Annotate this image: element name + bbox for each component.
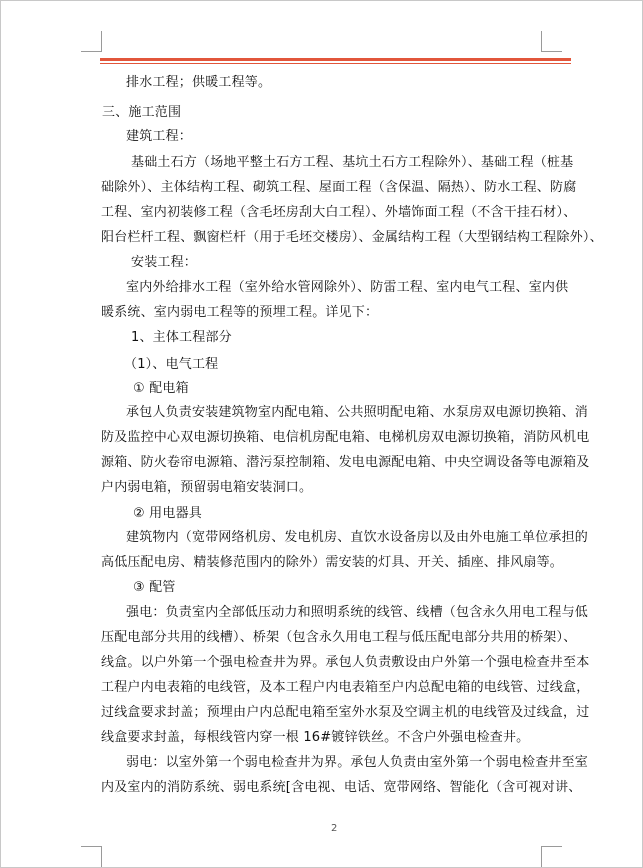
text-line: 阳台栏杆工程、飘窗栏杆（用于毛坯交楼房）、金属结构工程（大型钢结构工程除外）、 [101,230,603,245]
text-line: 强电：负责室内全部低压动力和照明系统的线管、线槽（包含永久用电工程与低 [126,605,589,620]
item-heading: ② 用电器具 [133,506,202,521]
text-line: 线盒要求封盖，每根线管内穿一根 16#镀锌铁丝。不含户外强电检查井。 [101,730,530,745]
header-rule-thin [100,63,571,64]
section-heading: 三、施工范围 [102,105,182,120]
text-line: 过线盒要求封盖；预埋由户内总配电箱至室外水泵及空调主机的电线管及过线盒，过 [101,705,590,720]
crop-mark-top-left [81,31,102,52]
text-line: 建筑物内（宽带网络机房、发电机房、直饮水设备房以及由外电施工单位承担的 [126,530,589,545]
header-rule [100,58,571,61]
subheading: （1）、电气工程 [124,357,219,372]
text-line: 暖系统、室内弱电工程等的预埋工程。详见下： [101,305,379,320]
item-heading: ① 配电箱 [133,381,189,396]
subheading: 1、主体工程部分 [131,330,232,345]
text-line: 源箱、防火卷帘电源箱、潜污泵控制箱、发电电源配电箱、中央空调设备等电源箱及 [101,455,590,470]
crop-mark-bottom-left [81,846,102,867]
text-line: 弱电：以室外第一个弱电检查井为界。承包人负责由室外第一个弱电检查井至室 [126,755,589,770]
page-number: 2 [331,823,338,834]
subheading: 建筑工程： [126,129,193,144]
text-line: 防及监控中心双电源切换箱、电信机房配电箱、电梯机房双电源切换箱，消防风机电 [101,430,590,445]
crop-mark-bottom-right [541,846,562,867]
crop-mark-top-right [541,31,562,52]
text-line: 排水工程；供暖工程等。 [126,75,272,90]
text-line: 工程、室内初装修工程（含毛坯房刮大白工程）、外墙饰面工程（不含干挂石材）、 [101,205,577,220]
subheading: 安装工程： [131,255,198,270]
text-line: 基础土石方（场地平整土石方工程、基坑土石方工程除外）、基础工程（桩基 [131,155,574,170]
text-line: 承包人负责安装建筑物室内配电箱、公共照明配电箱、水泵房双电源切换箱、消 [126,405,589,420]
text-line: 础除外）、主体结构工程、砌筑工程、屋面工程（含保温、隔热）、防水工程、防腐 [101,180,577,195]
item-heading: ③ 配管 [133,580,176,595]
text-line: 工程户内电表箱的电线管，及本工程户内电表箱至户内总配电箱的电线管、过线盒， [101,680,590,695]
text-line: 室内外给排水工程（室外给水管网除外）、防雷工程、室内电气工程、室内供 [126,280,569,295]
text-line: 高低压配电房、精装修范围内的除外）需安装的灯具、开关、插座、排风扇等。 [101,555,564,570]
text-line: 线盒。以户外第一个强电检查井为界。承包人负责敷设由户外第一个强电检查井至本 [101,655,590,670]
text-line: 户内弱电箱，预留弱电箱安装洞口。 [101,480,313,495]
text-line: 压配电部分共用的线槽）、桥架（包含永久用电工程与低压配电部分共用的桥架）、 [101,630,577,645]
text-line: 内及室内的消防系统、弱电系统[含电视、电话、宽带网络、智能化（含可视对讲、 [101,780,582,795]
